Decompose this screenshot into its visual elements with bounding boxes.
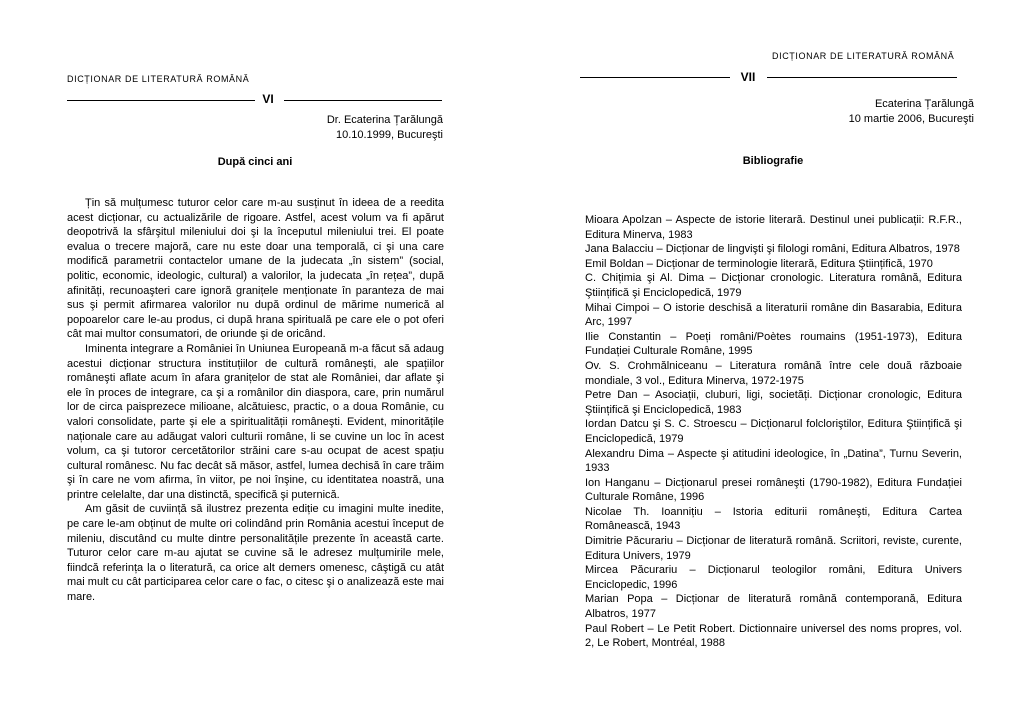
header-rule-left: [580, 77, 730, 78]
signature-date-place: 10 martie 2006, Bucureşti: [848, 113, 974, 125]
bibliography-entry: Mihai Cimpoi – O istorie deschisă a literaturii române din Basarabia, Editura Arc, 1997: [585, 301, 962, 329]
signature-author: Ecaterina Țarălungă: [874, 98, 974, 110]
paragraph: Țin să mulțumesc tuturor celor care m-au susținut în ideea de a reedita acest dicționar, cu actualizările de rigoare. Astfel, acest volum va fi apărut deopotrivă la sfârşitul mileniului doi şi la începutul mileniului trei. El poate evalua o trecere majoră, care nu este doar una temporală, ci şi una care modifică parametrii contactelor umane de la judecata „în sistem” (social, politic, economic, ideologic, cultural) a valorilor, la judecata „în rețea”, după afinități, recunoaşteri care ignoră granițele menționate în paranteza de mai sus şi permit afirmarea valorilor nu după ordinul de mărime numerică al popoarelor care le-au produs, ci după hrana spirituală pe care ele o pot oferi cât mai multor consumatori, de oriunde şi de oricând.: [67, 197, 444, 341]
running-header: DICȚIONAR DE LITERATURĂ ROMÂNĂ: [772, 51, 955, 61]
bibliography-entry: Petre Dan – Asociații, cluburi, ligi, societăți. Dicționar cronologic, Editura Ştiințifică şi Enciclopedică, 1983: [585, 389, 962, 416]
paragraph: Iminenta integrare a României în Uniunea Europeană m-a făcut să adaug acestui dicționar structura instituțiilor de cultură româneşti, ale spațiilor româneşti aflate acum în afara granițelor de stat ale României, dar aflate şi ele în proces de integrare, ca şi a românilor din diaspora, care, prin numărul lor de circa paisprezece milioane, alcătuiesc, practic, o a doua Românie, cu valori consolidate, parte şi ele a spiritualității româneşti. Evident, minoritățile naționale care au adăugat valori culturii române, li se cuvine un loc în acest volum, ca şi tutoror cercetătorilor străini care s-au ocupat de acest spațiu cultural românesc. Nu fac decât să măsor, astfel, lumea dechisă în care trăim şi în care ne vom afirma, în viitor, pe noi înşine, cu identitatea noastră, una printre celelalte, dar una distinctă, specifică şi puternică.: [67, 342, 444, 501]
bibliography-list: [585, 213, 962, 651]
bibliography-entry: Jana Balacciu – Dicționar de lingvişti şi filologi români, Editura Albatros, 1978: [585, 243, 960, 256]
bibliography-entry: Nicolae Th. Ioannițiu – Istoria editurii româneşti, Editura Cartea Românească, 1943: [585, 505, 962, 533]
bibliography-entry: Ov. S. Crohmălniceanu – Literatura română între cele două războaie mondiale, 3 vol., Editura Minerva, 1972-1975: [585, 359, 962, 387]
section-title: Bibliografie: [742, 155, 804, 167]
section-title: După cinci ani: [217, 156, 293, 168]
bibliography-entry: Marian Popa – Dicționar de literatură română contemporană, Editura Albatros, 1977: [585, 593, 962, 621]
bibliography-entry: Mircea Păcurariu – Dicționarul teologilor români, Editura Univers Enciclopedic, 1996: [585, 564, 962, 591]
signature: [327, 113, 443, 143]
bibliography-entry: Paul Robert – Le Petit Robert. Dictionnaire universel des noms propres, vol. 2, Le Robert, Montréal, 1988: [585, 622, 962, 650]
bibliography-entry: Ilie Constantin – Poeți români/Poètes roumains (1951-1973), Editura Fundației Culturale Române, 1995: [585, 330, 962, 358]
bibliography-entry: Ion Hanganu – Dicționarul presei româneşti (1790-1982), Editura Fundației Culturale Române, 1996: [585, 476, 962, 504]
page-number: VII: [740, 70, 756, 84]
paragraph: Am găsit de cuviință să ilustrez prezenta ediție cu imagini multe inedite, pe care le-am obținut de multe ori colindând prin România acestui început de mileniu, discutând cu multe dintre personalitățile prezente în această carte. Tuturor celor care m-au ajutat se cuvine să le adresez mulțumirile mele, fiindcă referința la o literatură, ca orice alt demers omenesc, câştigă cu atât mai mult cu cât participarea celor care o fac, o citesc şi o analizează este mai mare.: [67, 503, 444, 604]
bibliography-entry: C. Chițimia şi Al. Dima – Dicționar cronologic. Literatura română, Editura Ştiințifică şi Enciclopedică, 1979: [585, 272, 962, 299]
bibliography-entry: Alexandru Dima – Aspecte şi atitudini ideologice, în „Datina”, Turnu Severin, 1933: [585, 447, 962, 475]
body-text: [67, 196, 444, 605]
bibliography-entry: Mioara Apolzan – Aspecte de istorie literară. Destinul unei publicații: R.F.R., Editura Minerva, 1983: [585, 214, 962, 241]
right-page: [515, 0, 1030, 728]
bibliography-entry: Iordan Datcu şi S. C. Stroescu – Dicționarul folcloriştilor, Editura Ştiințifică şi Enciclopedică, 1979: [585, 418, 962, 445]
header-rule-right: [284, 100, 442, 101]
page-number: VI: [262, 92, 274, 106]
header-rule-left: [67, 100, 255, 101]
header-rule-right: [767, 77, 957, 78]
signature: [849, 97, 974, 127]
signature-author: Dr. Ecaterina Țarălungă: [326, 114, 443, 126]
signature-date-place: 10.10.1999, Bucureşti: [335, 129, 443, 141]
running-header: DICȚIONAR DE LITERATURĂ ROMÂNĂ: [67, 74, 250, 84]
bibliography-entry: Emil Boldan – Dicționar de terminologie literară, Editura Ştiințifică, 1970: [585, 257, 933, 270]
bibliography-entry: Dimitrie Păcurariu – Dicționar de literatură română. Scriitori, reviste, curente, Editura Univers, 1979: [585, 535, 962, 562]
